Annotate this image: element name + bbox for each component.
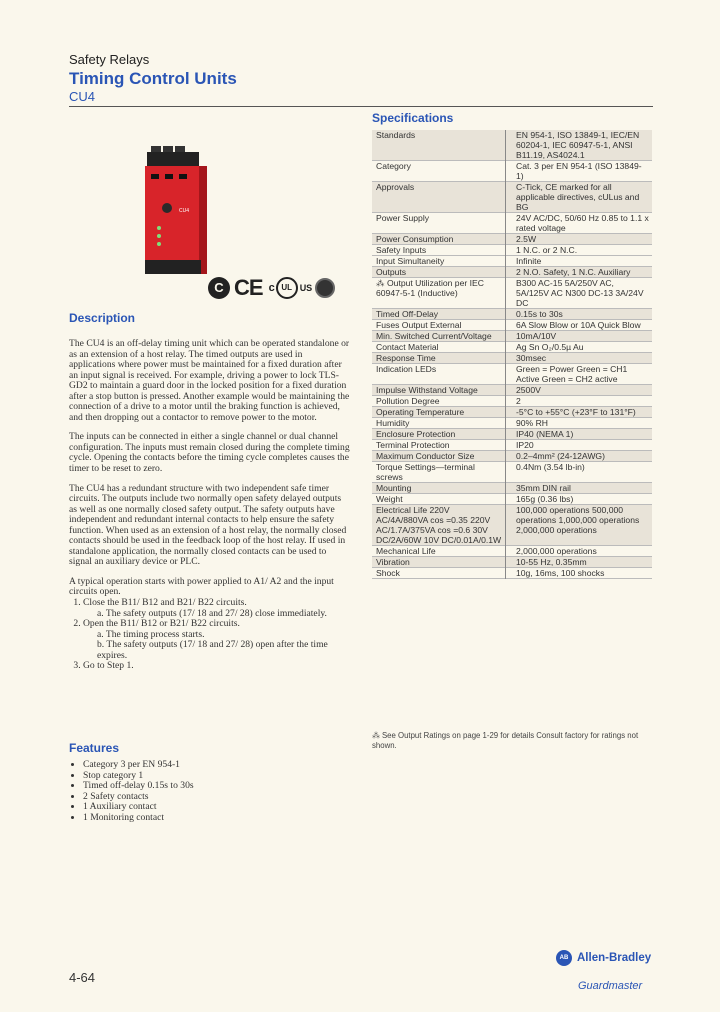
spec-label: Outputs: [372, 267, 506, 278]
spec-value: 2.5W: [506, 234, 653, 245]
spec-value: IP40 (NEMA 1): [506, 429, 653, 440]
spec-label: Operating Temperature: [372, 407, 506, 418]
spec-row: [372, 505, 652, 546]
spec-label: Electrical Life 220V AC/4A/880VA cos =0.35 220V AC/1.7A/375VA cos =0.6 30V DC/2A/60W 10V DC/0.01A/0.1W: [372, 505, 506, 546]
spec-value: EN 954-1, ISO 13849-1, IEC/EN 60204-1, IEC 60947-5-1, ANSI B11.19, AS4024.1: [506, 130, 653, 161]
spec-value: -5°C to +55°C (+23°F to 131°F): [506, 407, 653, 418]
spec-row: [372, 234, 652, 245]
feature-item: • 1 Auxiliary contact: [83, 802, 351, 813]
spec-value: 2 N.O. Safety, 1 N.C. Auxiliary: [506, 267, 653, 278]
description-paragraph: The CU4 has a redundant structure with two independent safe timer circuits. The outputs include two normally open safety delayed outputs as well as one normally closed safety output. The safety outputs have independent and redundant internal contacts to help ensure the safety function. When used as an extension of a host relay, the normally closed contacts should be used in the feedback loop of the host relay. If used in standalone application, the normally closed contacts can be used to signal an auxiliary device or PLC.: [69, 482, 347, 568]
allen-bradley-badge-icon: AB: [556, 950, 572, 966]
spec-label: Pollution Degree: [376, 396, 440, 406]
spec-row: [372, 440, 652, 451]
spec-value: Infinite: [506, 256, 653, 267]
spec-row: [372, 407, 652, 418]
spec-value: 6A Slow Blow or 10A Quick Blow: [506, 320, 653, 331]
spec-label: Approvals: [372, 182, 506, 213]
product-image: [145, 146, 207, 276]
step-subitem: a. The safety outputs (17/ 18 and 27/ 28) close immediately.: [97, 607, 327, 619]
step-item: 1. Close the B11/ B12 and B21/ B22 circuits. a. The safety outputs (17/ 18 and 27/ 28) close immediately.: [83, 598, 351, 619]
spec-label: Maximum Conductor Size: [372, 451, 506, 462]
header-category: Safety Relays: [69, 52, 150, 67]
spec-row: [372, 429, 652, 440]
feature-item: • Timed off-delay 0.15s to 30s: [83, 781, 351, 792]
page-title: Timing Control Units: [69, 69, 237, 88]
spec-value: Cat. 3 per EN 954-1 (ISO 13849-1): [506, 161, 653, 182]
feature-item: • Category 3 per EN 954-1: [83, 760, 351, 771]
spec-row: [372, 331, 652, 342]
brand-logo: [556, 950, 651, 966]
spec-row: [372, 462, 652, 483]
features-list: [69, 760, 351, 824]
step-item: 3. Go to Step 1.: [83, 661, 351, 672]
step-subitem: a. The timing process starts.: [97, 628, 205, 640]
spec-row: [372, 267, 652, 278]
description-heading: Description: [69, 311, 136, 325]
spec-label: Impulse Withstand Voltage: [372, 385, 506, 396]
spec-value: 2500V: [506, 385, 653, 396]
spec-label: Standards: [372, 130, 506, 161]
bg-seal-icon: [315, 278, 335, 298]
spec-row: [372, 385, 652, 396]
spec-value: 2: [506, 396, 653, 407]
spec-row: [372, 568, 652, 579]
spec-row: [372, 451, 652, 462]
spec-row: [372, 418, 652, 429]
spec-row: [372, 557, 652, 568]
spec-label: ⁂ Output Utilization per IEC 60947-5-1 (Inductive): [376, 278, 484, 298]
spec-value: Ag Sn O₂/0.5µ Au: [506, 342, 653, 353]
spec-row: [372, 342, 652, 353]
specifications-heading: Specifications: [372, 111, 454, 125]
spec-label: Vibration: [372, 557, 506, 568]
spec-row: [372, 161, 652, 182]
spec-label: Fuses Output External: [376, 320, 462, 330]
spec-row: [372, 130, 652, 161]
description-body: [69, 339, 351, 672]
spec-value: C-Tick, CE marked for all applicable directives, cULus and BG: [506, 182, 653, 213]
spec-label: Torque Settings—terminal screws: [376, 462, 475, 482]
ul-c-prefix: c: [268, 282, 275, 294]
features-heading: Features: [69, 741, 120, 755]
feature-item: • 1 Monitoring contact: [83, 813, 351, 824]
spec-label: Response Time: [372, 353, 506, 364]
description-paragraph: The inputs can be connected in either a single channel or dual channel configuration. The inputs must remain closed during the complete timing cycle. Opening the contacts before the timing cycle completes causes the timer to be reset to zero.: [69, 431, 350, 475]
spec-label: Mechanical Life: [376, 546, 436, 556]
spec-row: [372, 546, 652, 557]
spec-row: [372, 364, 652, 385]
ce-mark-icon: CE: [234, 275, 263, 300]
cert-marks: [208, 275, 335, 301]
spec-value: 10mA/10V: [506, 331, 653, 342]
ul-us-suffix: US: [299, 283, 313, 293]
spec-label: Power Consumption: [372, 234, 506, 245]
spec-label: Mounting: [372, 483, 506, 494]
spec-value: B300 AC-15 5A/250V AC, 5A/125V AC N300 DC-13 3A/24V DC: [506, 278, 653, 309]
brand-name: Allen-Bradley: [577, 952, 652, 964]
spec-row: [372, 213, 652, 234]
header-rule: [69, 106, 653, 107]
spec-value: 10-55 Hz, 0.35mm: [506, 557, 653, 568]
spec-value: 10g, 16ms, 100 shocks: [506, 568, 653, 579]
spec-value: 0.4Nm (3.54 lb-in): [506, 462, 653, 483]
spec-value: 30msec: [506, 353, 653, 364]
spec-label: Min. Switched Current/Voltage: [372, 331, 506, 342]
spec-row: [372, 278, 652, 309]
spec-label: Contact Material: [376, 342, 439, 352]
description-paragraph: A typical operation starts with power applied to A1/ A2 and the input circuits open.: [69, 575, 334, 598]
spec-row: [372, 396, 652, 407]
spec-value: 2,000,000 operations: [506, 546, 653, 557]
spec-label: Power Supply: [376, 213, 430, 223]
feature-item: • 2 Safety contacts: [83, 792, 351, 803]
spec-value: 165g (0.36 lbs): [506, 494, 653, 505]
guardmaster-logo: Guardmaster: [578, 980, 643, 992]
feature-item: • Stop category 1: [83, 771, 351, 782]
spec-label: Indication LEDs: [376, 364, 437, 374]
spec-label: Category: [376, 161, 411, 171]
spec-value: 90% RH: [506, 418, 653, 429]
spec-label: Input Simultaneity: [376, 256, 445, 266]
step-subitem: b. The safety outputs (17/ 18 and 27/ 28) open after the time expires.: [97, 639, 328, 661]
model-title: CU4: [69, 89, 96, 104]
c-tick-icon: C: [208, 277, 230, 299]
spec-row: [372, 494, 652, 505]
spec-label: Safety Inputs: [376, 245, 427, 255]
specifications-table: [372, 130, 652, 579]
spec-row: [372, 309, 652, 320]
spec-row: [372, 256, 652, 267]
spec-row: [372, 182, 652, 213]
spec-value: Green = Power Green = CH1 Active Green = CH2 active: [506, 364, 653, 385]
spec-value: 0.15s to 30s: [506, 309, 653, 320]
relay-drawing: [145, 146, 207, 276]
spec-row: [372, 353, 652, 364]
spec-value: 24V AC/DC, 50/60 Hz 0.85 to 1.1 x rated voltage: [506, 213, 653, 234]
spec-value: 1 N.C. or 2 N.C.: [506, 245, 653, 256]
spec-value: IP20: [506, 440, 653, 451]
spec-label: Humidity: [376, 418, 410, 428]
spec-label: Shock: [376, 568, 400, 578]
description-paragraph: The CU4 is an off-delay timing unit which can be operated standalone or as an extension of a host relay. The timed outputs are used in applications where power must be maintained for a fixed duration after an input signal is received. For example, driving a power to lock TLS-GD2 to maintain a guard door in the locked position for a fixed duration after a stop button is pressed. Another example would be maintaining the connection of a drive to a motor until the braking function is achieved, and then dropping out a contactor to remove power to the motor.: [69, 338, 350, 423]
spec-label: Timed Off-Delay: [372, 309, 506, 320]
page-number: 4-64: [69, 970, 96, 985]
spec-value: 0.2–4mm² (24-12AWG): [506, 451, 653, 462]
step-item: 2. Open the B11/ B12 or B21/ B22 circuits. a. The timing process starts. b. The safety outputs (17/ 18 and 27/ 28) open after the time expires.: [83, 619, 351, 661]
spec-row: [372, 320, 652, 331]
operation-steps: [69, 598, 351, 672]
ul-mark-icon: UL: [276, 277, 298, 299]
spec-footnote: ⁂ See Output Ratings on page 1-29 for details Consult factory for ratings not shown.: [372, 731, 639, 750]
spec-label: Weight: [376, 494, 403, 504]
spec-row: [372, 245, 652, 256]
spec-value: 100,000 operations 500,000 operations 1,000,000 operations 2,000,000 operations: [506, 505, 653, 546]
spec-row: [372, 483, 652, 494]
spec-label: Terminal Protection: [376, 440, 450, 450]
spec-value: 35mm DIN rail: [506, 483, 653, 494]
svg-text:CU4: CU4: [179, 208, 190, 214]
spec-label: Enclosure Protection: [372, 429, 506, 440]
